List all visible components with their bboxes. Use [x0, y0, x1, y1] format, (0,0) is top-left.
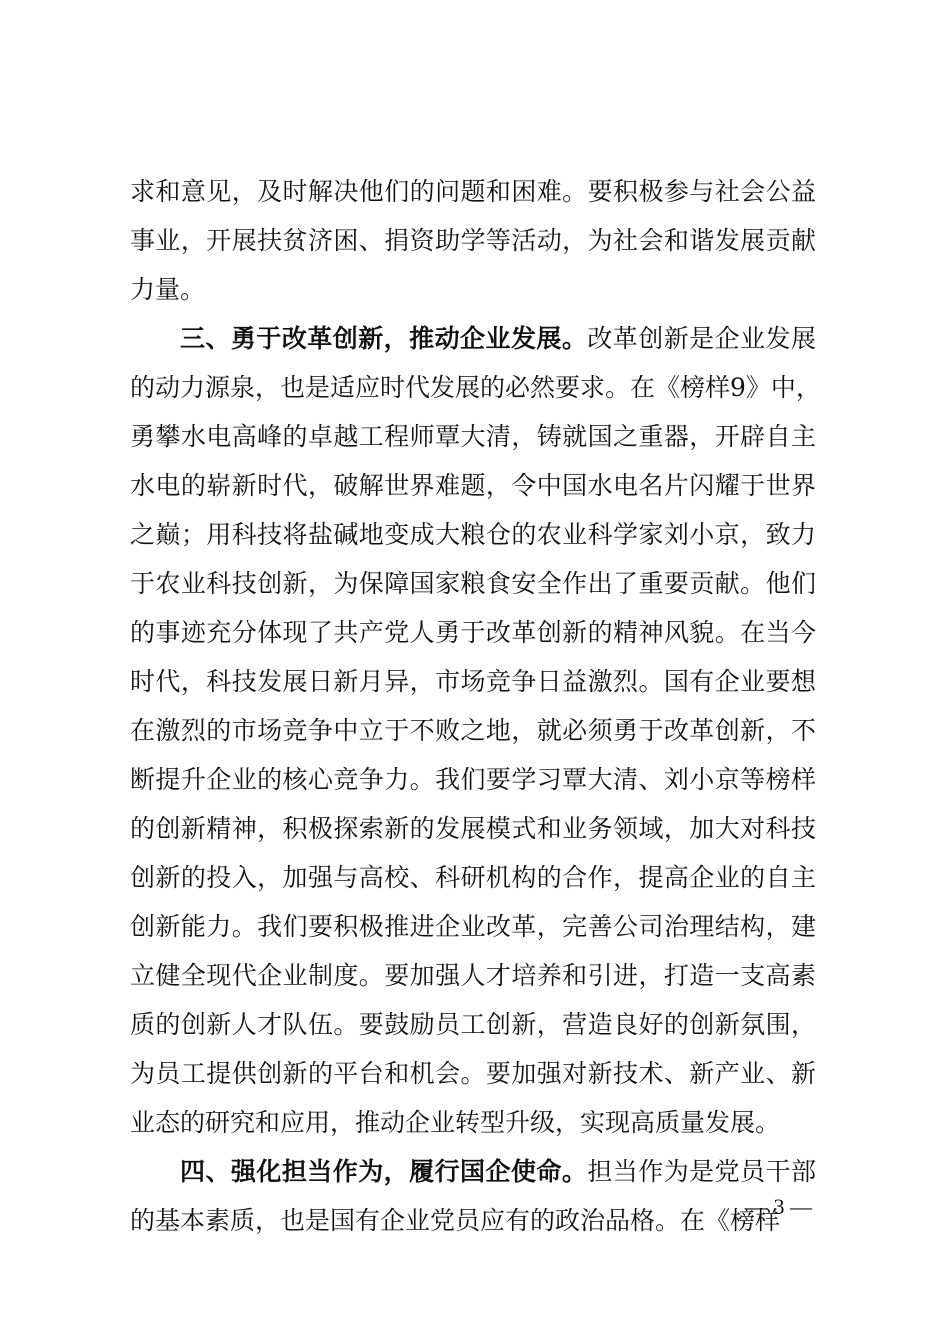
text-line: 质的创新人才队伍。要鼓励员工创新，营造良好的创新氛围， — [130, 1010, 816, 1039]
text-line: 创新的投入，加强与高校、科研机构的合作，提高企业的自主 — [130, 863, 816, 892]
text-line: 为员工提供创新的平台和机会。要加强对新技术、新产业、新 — [130, 1059, 816, 1088]
text-span: 担当作为是党员干部 — [587, 1157, 816, 1186]
text-line: 断提升企业的核心竞争力。我们要学习覃大清、刘小京等榜样 — [130, 765, 816, 794]
text-line: 的事迹充分体现了共产党人勇于改革创新的精神风貌。在当今 — [130, 618, 816, 647]
section-heading-three: 三、勇于改革创新，推动企业发展。 — [180, 324, 588, 353]
text-line: 的基本素质，也是国有企业党员应有的政治品格。在《榜样 — [130, 1206, 781, 1235]
text-line: 时代，科技发展日新月异，市场竞争日益激烈。国有企业要想 — [130, 667, 816, 696]
text-line: 在激烈的市场竞争中立于不败之地，就必须勇于改革创新，不 — [130, 716, 816, 745]
text-line: 力量。 — [130, 275, 206, 304]
text-line: 的创新精神，积极探索新的发展模式和业务领域，加大对科技 — [130, 814, 816, 843]
section-four-first-line — [130, 1155, 816, 1189]
text-span: 改革创新是企业发展 — [587, 324, 816, 353]
section-three-first-line — [130, 322, 816, 356]
document-page — [130, 175, 821, 1253]
text-line: 的动力源泉，也是适应时代发展的必然要求。在《榜样9》中， — [130, 373, 821, 402]
text-line: 创新能力。我们要积极推进企业改革，完善公司治理结构，建 — [130, 912, 816, 941]
text-line: 于农业科技创新，为保障国家粮食安全作出了重要贡献。他们 — [130, 569, 816, 598]
section-heading-four: 四、强化担当作为，履行国企使命。 — [180, 1157, 588, 1186]
text-line: 事业，开展扶贫济困、捐资助学等活动，为社会和谐发展贡献 — [130, 226, 816, 255]
text-line: 业态的研究和应用，推动企业转型升级，实现高质量发展。 — [130, 1108, 781, 1137]
text-line: 勇攀水电高峰的卓越工程师覃大清，铸就国之重器，开辟自主 — [130, 422, 816, 451]
text-line: 之巅；用科技将盐碱地变成大粮仓的农业科学家刘小京，致力 — [130, 520, 816, 549]
page-number: — 3 — — [746, 1194, 812, 1219]
text-line: 求和意见，及时解决他们的问题和困难。要积极参与社会公益 — [130, 177, 816, 206]
text-line: 水电的崭新时代，破解世界难题，令中国水电名片闪耀于世界 — [130, 471, 816, 500]
text-line: 立健全现代企业制度。要加强人才培养和引进，打造一支高素 — [130, 961, 816, 990]
